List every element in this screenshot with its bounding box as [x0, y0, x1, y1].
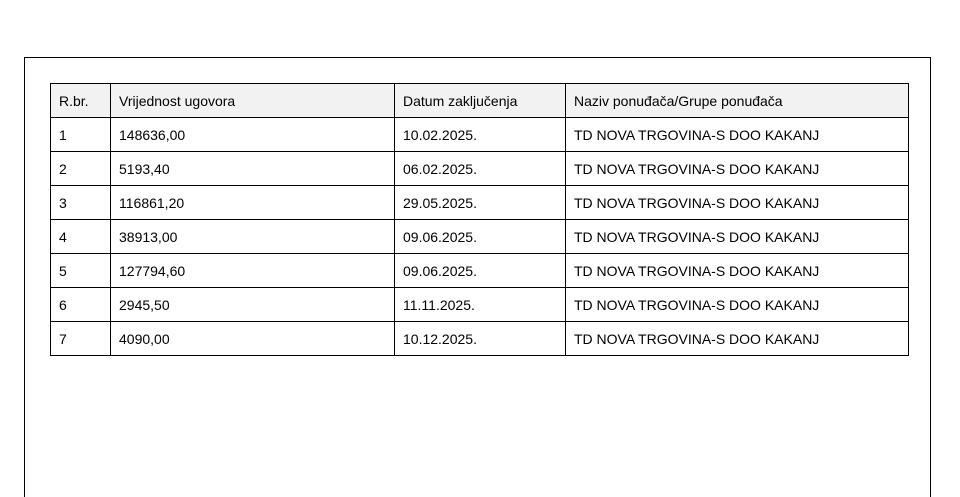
contracts-table [50, 83, 909, 356]
cell-row-number: 7 [51, 322, 111, 356]
cell-conclusion-date: 11.11.2025. [395, 288, 566, 322]
cell-bidder-name: TD NOVA TRGOVINA-S DOO KAKANJ [566, 322, 909, 356]
cell-row-number: 4 [51, 220, 111, 254]
cell-conclusion-date: 06.02.2025. [395, 152, 566, 186]
cell-row-number: 6 [51, 288, 111, 322]
cell-contract-value: 127794,60 [111, 254, 395, 288]
cell-bidder-name: TD NOVA TRGOVINA-S DOO KAKANJ [566, 186, 909, 220]
table-row [51, 288, 909, 322]
cell-bidder-name: TD NOVA TRGOVINA-S DOO KAKANJ [566, 254, 909, 288]
header-row-number: R.br. [51, 84, 111, 118]
cell-conclusion-date: 10.12.2025. [395, 322, 566, 356]
cell-conclusion-date: 29.05.2025. [395, 186, 566, 220]
table-row [51, 186, 909, 220]
cell-row-number: 5 [51, 254, 111, 288]
cell-contract-value: 38913,00 [111, 220, 395, 254]
cell-contract-value: 116861,20 [111, 186, 395, 220]
table-header-row [51, 84, 909, 118]
cell-conclusion-date: 09.06.2025. [395, 254, 566, 288]
cell-bidder-name: TD NOVA TRGOVINA-S DOO KAKANJ [566, 152, 909, 186]
table-row [51, 254, 909, 288]
cell-bidder-name: TD NOVA TRGOVINA-S DOO KAKANJ [566, 118, 909, 152]
cell-contract-value: 148636,00 [111, 118, 395, 152]
cell-row-number: 2 [51, 152, 111, 186]
cell-bidder-name: TD NOVA TRGOVINA-S DOO KAKANJ [566, 220, 909, 254]
cell-conclusion-date: 10.02.2025. [395, 118, 566, 152]
document-page [24, 57, 931, 497]
cell-contract-value: 5193,40 [111, 152, 395, 186]
header-contract-value: Vrijednost ugovora [111, 84, 395, 118]
header-conclusion-date: Datum zaključenja [395, 84, 566, 118]
cell-contract-value: 2945,50 [111, 288, 395, 322]
cell-row-number: 3 [51, 186, 111, 220]
cell-conclusion-date: 09.06.2025. [395, 220, 566, 254]
cell-bidder-name: TD NOVA TRGOVINA-S DOO KAKANJ [566, 288, 909, 322]
table-row [51, 118, 909, 152]
table-row [51, 152, 909, 186]
header-bidder-name: Naziv ponuđača/Grupe ponuđača [566, 84, 909, 118]
table-row [51, 220, 909, 254]
table-row [51, 322, 909, 356]
cell-contract-value: 4090,00 [111, 322, 395, 356]
cell-row-number: 1 [51, 118, 111, 152]
